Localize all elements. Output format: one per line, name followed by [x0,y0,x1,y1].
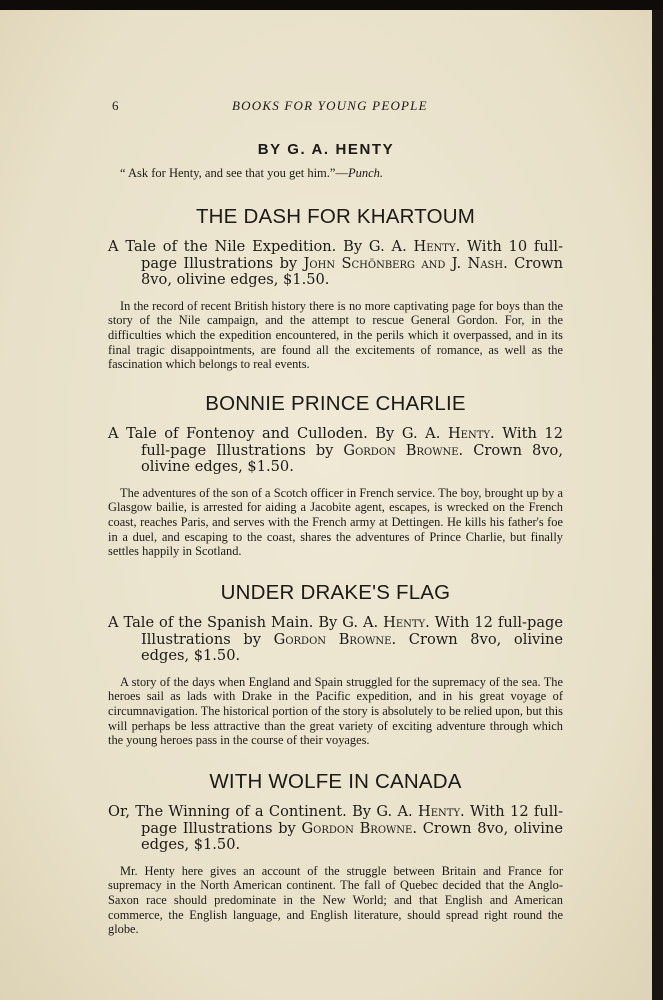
book-title: UNDER DRAKE'S FLAG [220,581,451,604]
running-title: BOOKS FOR YOUNG PEOPLE [232,98,428,113]
book-illustrator-name: Gordon Browne. [301,819,417,837]
book-title: WITH WOLFE IN CANADA [209,770,462,793]
book-author-name: Henty. [383,614,430,631]
book-entry-dash-for-khartoum [108,205,563,372]
tagline-quote: “ Ask for Henty, and see that you get him.”— [120,166,348,180]
book-edition-price: Crown 8vo, olivine edges, $1.50. [141,254,563,289]
book-subtitle-text: A Tale of Fontenoy and Culloden. By G. A. [108,425,448,442]
book-title: BONNIE PRINCE CHARLIE [205,392,466,415]
book-entry-with-wolfe-in-canada [108,770,563,937]
book-subtitle-text: A Tale of the Nile Expedition. By G. A. [108,238,414,255]
book-description: A story of the days when England and Spain struggled for the supremacy of the sea. The heroes sail as lads with Drake in the Pacific expedition, and in his great voyage of circumnavigation. The historical portion of the story is absolutely to be relied upon, but this will perhaps be less attractive than the great variety of exciting adventure through which the young heroes pass in the course of their voyages. [108,674,563,748]
book-entry-bonnie-prince-charlie [108,392,563,559]
tagline-source: Punch. [347,166,384,180]
book-edition-price: Crown 8vo, olivine edges, $1.50. [141,441,563,476]
book-description: Mr. Henty here gives an account of the struggle between Britain and France for supremacy in the North American continent. The fall of Quebec decided that the Anglo-Saxon race should predominate in the New World; and that English and American commerce, the English language, and English literature, should spread right round the globe. [108,863,563,937]
book-subtitle-text: Or, The Winning of a Continent. By G. A. [108,803,418,820]
book-subtitle-text: With 10 full-page Illustrations by [141,238,563,272]
book-edition-price: Crown 8vo, olivine edges, $1.50. [141,630,563,665]
book-author-name: Henty. [418,803,465,820]
book-page [0,10,652,1000]
book-author-name: Henty. [413,238,461,255]
book-subtitle-text: With 12 full-page Illustrations by [141,614,563,648]
book-edition-price: Crown 8vo, olivine edges, $1.50. [141,819,563,854]
author-heading: BY G. A. HENTY [257,141,395,158]
book-description: The adventures of the son of a Scotch officer in French service. The boy, brought up by a Glasgow bailie, is arrested for aiding a Jacobite agent, escapes, is wrecked on the French coast, reaches Paris, and serves with the French army at Dettingen. He kills his father's foe in a duel, and escaping to the coast, shares the adventures of Prince Charlie, but finally settles happily in Scotland. [108,485,563,559]
book-title: THE DASH FOR KHARTOUM [195,205,476,228]
book-entry-under-drakes-flag [108,581,563,748]
book-illustrator-name: John Schönberg and J. Nash. [303,254,508,272]
tagline [120,166,560,181]
book-subtitle [108,615,563,665]
book-author-name: Henty. [447,425,495,442]
page-number: 6 [112,98,119,113]
running-head [112,98,542,116]
book-subtitle-text: A Tale of the Spanish Main. By G. A. [108,614,384,631]
page-top-edge [0,0,663,10]
book-subtitle-text: With 12 full-page Illustrations by [141,803,563,837]
book-subtitle [108,239,563,289]
book-subtitle [108,426,563,476]
book-illustrator-name: Gordon Browne. [343,441,464,459]
book-subtitle [108,804,563,854]
book-subtitle-text: With 12 full-page Illustrations by [141,425,563,459]
book-illustrator-name: Gordon Browne. [273,630,397,648]
book-description: In the record of recent British history there is no more captivating page for boys than the story of the Nile campaign, and the attempt to rescue General Gordon. For, in the difficulties which the expedition encountered, in the perils which it overpassed, and in its final tragic disappointments, are found all the excitements of romance, as well as the fascination which belongs to real events. [108,298,563,372]
